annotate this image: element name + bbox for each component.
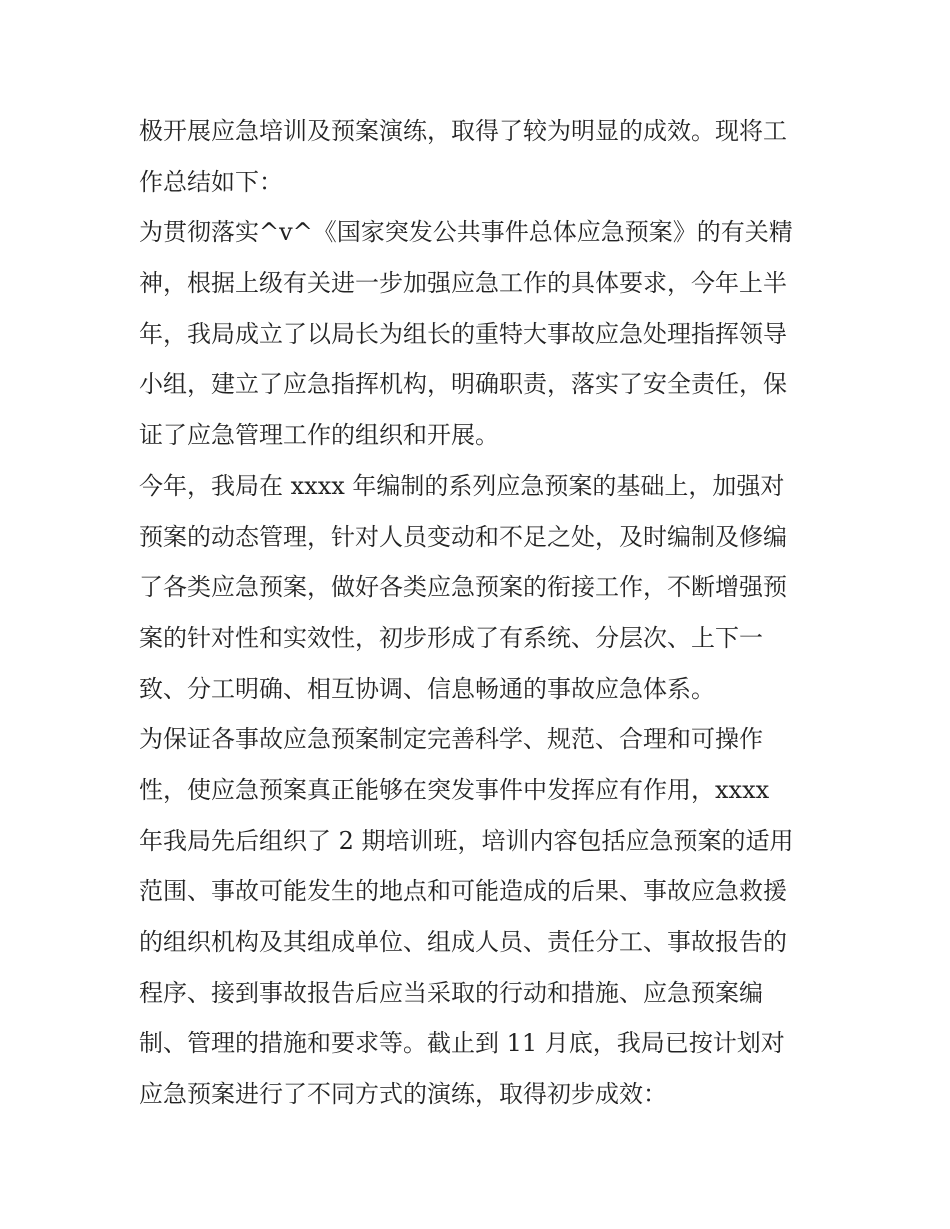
text-line-10: 了各类应急预案，做好各类应急预案的衔接工作，不断增强预 xyxy=(139,573,787,602)
text-line-19: 制、管理的措施和要求等。截止到 11 月底，我局已按计划对 xyxy=(139,1029,785,1058)
text-line-18: 程序、接到事故报告后应当采取的行动和措施、应急预案编 xyxy=(139,978,763,1007)
text-line-1: 极开展应急培训及预案演练，取得了较为明显的成效。现将工 xyxy=(139,117,787,145)
text-line-5: 年，我局成立了以局长为组长的重特大事故应急处理指挥领导 xyxy=(139,319,787,348)
text-line-11: 案的针对性和实效性，初步形成了有系统、分层次、上下一 xyxy=(139,623,763,652)
text-line-6: 小组，建立了应急指挥机构，明确职责，落实了安全责任，保 xyxy=(139,370,787,399)
text-line-13: 为保证各事故应急预案制定完善科学、规范、合理和可操作 xyxy=(139,725,763,754)
text-line-2: 作总结如下： xyxy=(139,167,283,196)
body-text xyxy=(139,106,819,1120)
text-line-14: 性，使应急预案真正能够在突发事件中发挥应有作用，xxxx xyxy=(139,775,770,804)
text-line-20: 应急预案进行了不同方式的演练，取得初步成效： xyxy=(139,1080,667,1109)
text-line-17: 的组织机构及其组成单位、组成人员、责任分工、事故报告的 xyxy=(139,928,787,956)
text-line-8: 今年，我局在 xxxx 年编制的系列应急预案的基础上，加强对 xyxy=(139,471,785,500)
text-line-7: 证了应急管理工作的组织和开展。 xyxy=(139,421,499,450)
text-line-4: 神，根据上级有关进一步加强应急工作的具体要求，今年上半 xyxy=(139,269,787,298)
text-line-15: 年我局先后组织了 2 期培训班，培训内容包括应急预案的适用 xyxy=(139,826,794,855)
text-line-9: 预案的动态管理，针对人员变动和不足之处，及时编制及修编 xyxy=(139,522,787,551)
text-line-16: 范围、事故可能发生的地点和可能造成的后果、事故应急救援 xyxy=(139,877,787,906)
text-line-12: 致、分工明确、相互协调、信息畅通的事故应急体系。 xyxy=(139,674,715,703)
text-line-3: 为贯彻落实^v^《国家突发公共事件总体应急预案》的有关精 xyxy=(139,218,793,247)
